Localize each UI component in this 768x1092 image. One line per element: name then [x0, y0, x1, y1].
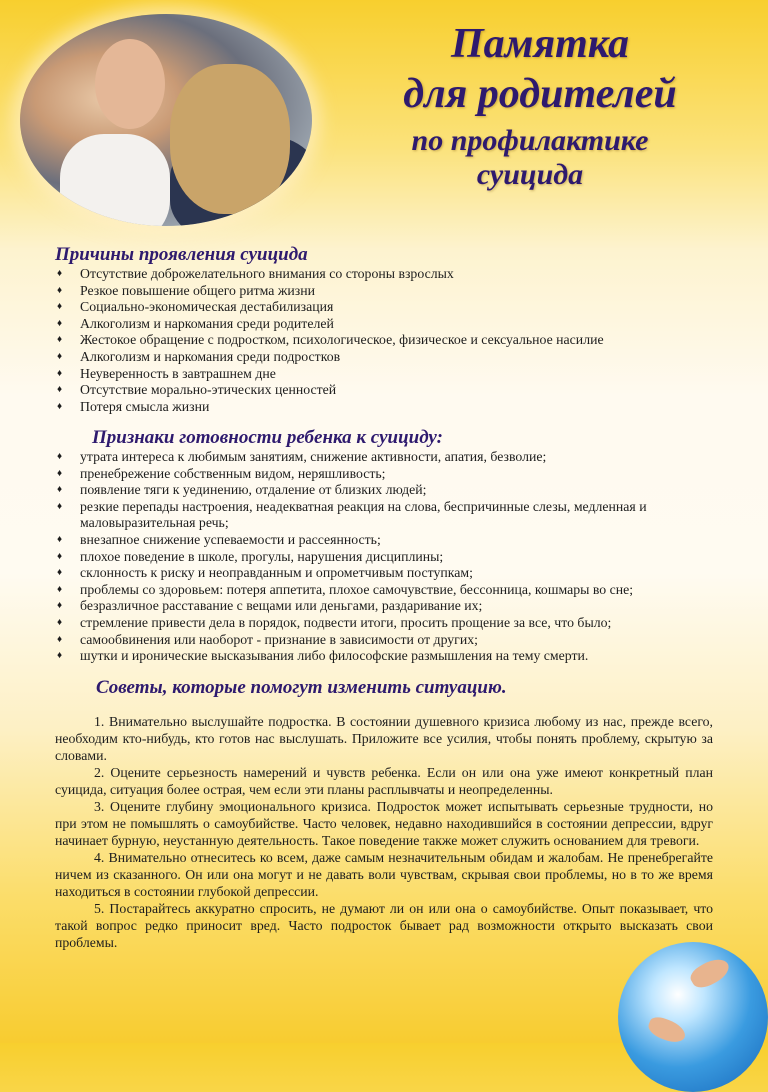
list-item-text: Неуверенность в завтрашнем дне	[80, 365, 276, 381]
list-item	[55, 283, 735, 300]
list-item	[55, 399, 735, 416]
bullet-icon: ♦	[57, 650, 63, 662]
bullet-icon: ♦	[57, 467, 63, 479]
bullet-icon: ♦	[57, 533, 63, 545]
list-item-text: Резкое повышение общего ритма жизни	[80, 282, 316, 298]
bullet-icon: ♦	[57, 301, 63, 313]
signs-list	[55, 449, 720, 665]
list-item-text: самообвинения или наоборот - признание в зависимости от других;	[80, 631, 478, 647]
bullet-icon: ♦	[57, 400, 63, 412]
bullet-icon: ♦	[57, 284, 63, 296]
bullet-icon: ♦	[57, 350, 63, 362]
bullet-icon: ♦	[57, 600, 63, 612]
list-item	[55, 366, 735, 383]
bullet-icon: ♦	[57, 367, 63, 379]
list-item	[55, 482, 720, 499]
hand-icon	[687, 953, 733, 992]
list-item-text: внезапное снижение успеваемости и рассеянность;	[80, 531, 381, 547]
bullet-icon: ♦	[57, 567, 63, 579]
list-item	[55, 349, 735, 366]
list-item-text: Алкоголизм и наркомания среди родителей	[80, 315, 334, 331]
list-item	[55, 532, 720, 549]
hand-icon	[646, 1014, 689, 1046]
list-item	[55, 466, 720, 483]
list-item	[55, 598, 720, 615]
list-item-text: стремление привести дела в порядок, подвести итоги, просить прощение за все, что было;	[80, 614, 612, 630]
list-item	[55, 565, 720, 582]
list-item	[55, 549, 720, 566]
bullet-icon: ♦	[57, 268, 63, 279]
subtitle-line-2: суицида	[476, 158, 584, 191]
list-item	[55, 316, 735, 333]
list-item-text: Потеря смысла жизни	[80, 398, 210, 414]
bullet-icon: ♦	[57, 633, 63, 645]
list-item-text: резкие перепады настроения, неадекватная реакция на слова, беспричинные слезы, медленная и маловыразительная речь;	[80, 498, 647, 531]
list-item	[55, 332, 735, 349]
advice-paragraph: 2. Оцените серьезность намерений и чувств ребенка. Если он или она уже имеют конкретный план суицида, ситуация более острая, чем если эти планы расплывчаты и неопределенны.	[55, 765, 713, 797]
list-item-text: Отсутствие доброжелательного внимания со стороны взрослых	[80, 266, 454, 281]
list-item-text: появление тяги к уединению, отдаление от близких людей;	[80, 482, 427, 498]
title-line-1: Памятка	[451, 21, 629, 67]
list-item-text: пренебрежение собственным видом, неряшливость;	[80, 465, 386, 481]
advice-paragraph: 3. Оцените глубину эмоционального кризиса. Подросток может испытывать серьезные трудности, но при этом не помышлять о самоубийстве. Часто человек, недавно находившийся в состоянии депрессии, вдруг начинает бурную, неустанную деятельность. Такое поведение также может служить основанием для тревоги.	[55, 799, 713, 848]
bullet-icon: ♦	[57, 583, 63, 595]
bullet-icon: ♦	[57, 451, 63, 462]
title-line-2: для родителей	[403, 71, 677, 117]
list-item	[55, 382, 735, 399]
list-item	[55, 632, 720, 649]
list-item	[55, 615, 720, 632]
globe-with-hands-image	[618, 942, 768, 1092]
list-item	[55, 299, 735, 316]
causes-list	[55, 266, 735, 415]
subtitle-line-1: по профилактике	[411, 124, 649, 157]
bullet-icon: ♦	[57, 616, 63, 628]
advice-paragraph: 4. Внимательно отнеситесь ко всем, даже самым незначительным обидам и жалобам. Не пренебрегайте ничем из сказанного. Он или она могут и не давать воли чувствам, скрывая свои проблемы, но в то же время находиться в состоянии глубокой депрессии.	[55, 850, 713, 899]
signs-heading: Признаки готовности ребенка к суициду:	[92, 427, 443, 448]
list-item-text: Отсутствие морально-этических ценностей	[80, 382, 337, 398]
causes-heading: Причины проявления суицида	[55, 244, 308, 265]
list-item-text: склонность к риску и неоправданным и опрометчивым поступкам;	[80, 565, 473, 581]
list-item-text: проблемы со здоровьем: потеря аппетита, плохое самочувствие, бессонница, кошмары во сне;	[80, 581, 634, 597]
mother-hugging-daughter-photo	[20, 14, 312, 226]
advice-text	[55, 713, 713, 951]
advice-paragraph: 1. Внимательно выслушайте подростка. В состоянии душевного кризиса любому из нас, прежде всего, необходим кто-нибудь, кто готов нас выслушать. Приложите все усилия, чтобы понять проблему, скрытую за словами.	[55, 714, 713, 763]
list-item-text: Алкоголизм и наркомания среди подростков	[80, 348, 341, 364]
list-item	[55, 266, 735, 283]
list-item	[55, 648, 720, 665]
list-item	[55, 582, 720, 599]
list-item	[55, 449, 720, 466]
list-item-text: Жестокое обращение с подростком, психологическое, физическое и сексуальное насилие	[80, 332, 604, 348]
list-item	[55, 499, 720, 532]
bullet-icon: ♦	[57, 334, 63, 346]
bullet-icon: ♦	[57, 384, 63, 396]
list-item-text: Социально-экономическая дестабилизация	[80, 299, 334, 315]
bullet-icon: ♦	[57, 500, 63, 512]
list-item-text: безразличное расставание с вещами или деньгами, раздаривание их;	[80, 598, 483, 614]
list-item-text: плохое поведение в школе, прогулы, нарушения дисциплины;	[80, 548, 444, 564]
list-item-text: шутки и иронические высказывания либо философские размышления на тему смерти.	[80, 648, 589, 664]
list-item-text: утрата интереса к любимым занятиям, снижение активности, апатия, безволие;	[80, 449, 547, 464]
bullet-icon: ♦	[57, 484, 63, 496]
bullet-icon: ♦	[57, 550, 63, 562]
advice-heading: Советы, которые помогут изменить ситуацию.	[96, 677, 507, 698]
bullet-icon: ♦	[57, 317, 63, 329]
advice-paragraph: 5. Постарайтесь аккуратно спросить, не думают ли он или она о самоубийстве. Опыт показывает, что такой вопрос редко приносит вред. Часто подросток бывает рад возможности открыто высказать свои проблемы.	[55, 901, 713, 950]
